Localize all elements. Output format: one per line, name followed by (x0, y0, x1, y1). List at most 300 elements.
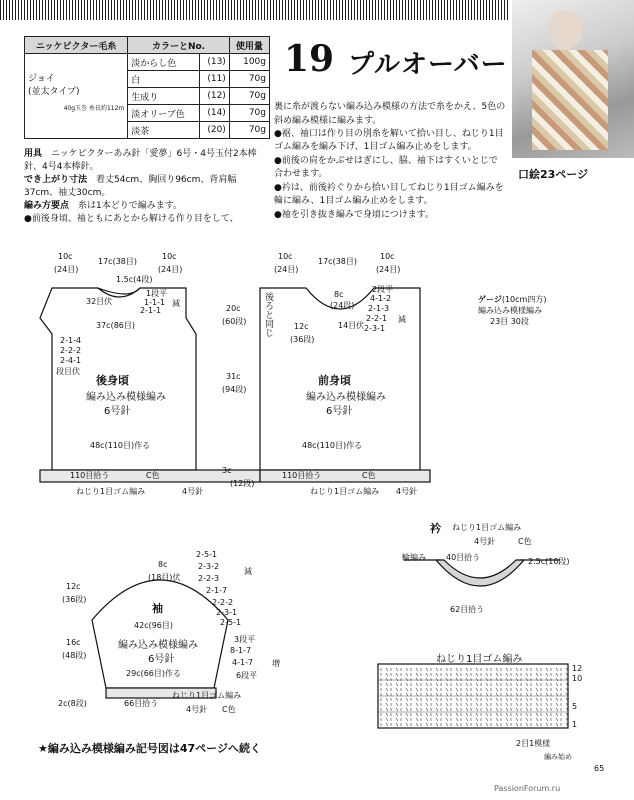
rib-stitch-mark (416, 688, 418, 691)
front-shoulder-left: 10c (278, 252, 293, 261)
rib-stitch-mark (536, 693, 538, 696)
rib-stitch-mark (496, 703, 498, 706)
rib-stitch-mark (396, 673, 398, 676)
rib-stitch-mark (386, 688, 388, 691)
collar-round: 輪編み (402, 553, 426, 562)
front-height-31-rows: (94段) (222, 385, 247, 394)
collar-color: C色 (518, 537, 532, 546)
back-neck-bind: 32目伏 (86, 297, 113, 306)
sleeve-dec5: 2-2-2 (212, 598, 234, 607)
back-shoulder-right: 10c (162, 252, 177, 261)
tools-text: ニッケビクターあみ針「愛夢」6号・4号玉付2本棒針、4号4本棒針。 (24, 149, 257, 172)
rib-stitch-mark (426, 693, 428, 696)
rib-stitch-mark (406, 713, 408, 716)
rib-stitch-mark (506, 693, 508, 696)
rib-stitch-mark (446, 723, 448, 726)
rib-stitch-mark (386, 693, 388, 696)
yarn-note: 40g玉巻 糸長約112m (63, 105, 125, 112)
rib-stitch-mark (476, 698, 478, 701)
rib-stitch-mark (406, 718, 408, 721)
yarn-color: 淡からし色 (128, 54, 199, 71)
yarn-amount: 70g (229, 105, 269, 122)
rib-stitch-mark (516, 723, 518, 726)
rib-stitch-mark (476, 718, 478, 721)
yarn-header-brand: ニッケビクター毛糸 (25, 37, 128, 54)
rib-stitch-mark (556, 678, 558, 681)
rib-stitch-mark (546, 683, 548, 686)
back-neck-depth: 1.5c(4段) (116, 275, 153, 284)
front-height-31: 31c (226, 372, 241, 381)
rib-stitch-mark (536, 713, 538, 716)
rib-chart-start: 編み始め (544, 753, 572, 761)
rib-stitch-mark (386, 668, 388, 671)
rib-stitch-mark (456, 718, 458, 721)
yarn-no: (12) (199, 88, 229, 105)
gauge-unit: (10cm四方) (501, 295, 547, 304)
rib-stitch-mark (446, 668, 448, 671)
back-neck-dec: 1段平 (146, 289, 168, 298)
rib-stitch-mark (546, 718, 548, 721)
size-text: 着丈54cm、胸回り96cm、背肩幅37cm、袖丈30cm。 (24, 175, 237, 198)
yarn-amount: 70g (229, 71, 269, 88)
rib-stitch-mark (516, 673, 518, 676)
rib-stitch-mark (506, 723, 508, 726)
rib-stitch-mark (486, 718, 488, 721)
front-cast: 110目拾う (282, 471, 322, 480)
back-neck-dec4: 減 (172, 299, 180, 308)
rib-stitch-mark (486, 708, 488, 711)
front-back-seam: 後ろと同じ (263, 292, 273, 337)
rib-stitch-mark (536, 673, 538, 676)
rib-stitch-mark (416, 668, 418, 671)
rib-stitch-mark (436, 718, 438, 721)
rib-chart-marks (381, 668, 568, 726)
rib-stitch-mark (536, 708, 538, 711)
rib-stitch-mark (436, 688, 438, 691)
bullet-item: ●衿は、前後衿ぐりから拾い目してねじり1目ゴム編みを輪に編み、1目ゴム編み止めをします。 (274, 183, 504, 206)
rib-stitch-mark (486, 673, 488, 676)
yarn-header-amount: 使用量 (229, 37, 269, 54)
rib-stitch-mark (446, 678, 448, 681)
rib-stitch-mark (516, 693, 518, 696)
sleeve-dec6: 2-3-1 (216, 608, 238, 617)
back-body-needle: 6号針 (104, 406, 131, 417)
rib-stitch-mark (436, 698, 438, 701)
back-arm-dec4: 段目伏 (56, 367, 80, 376)
rib-stitch-mark (556, 688, 558, 691)
rib-stitch-mark (416, 708, 418, 711)
rib-stitch-mark (536, 723, 538, 726)
rib-stitch-mark (456, 668, 458, 671)
rib-stitch-mark (496, 683, 498, 686)
rib-stitch-mark (426, 708, 428, 711)
sleeve-side-16-rows: (48段) (62, 651, 87, 660)
photo-caption: 口絵23ページ (518, 168, 589, 181)
rib-stitch-mark (386, 683, 388, 686)
rib-stitch-mark (456, 683, 458, 686)
rib-stitch-mark (556, 673, 558, 676)
rib-stitch-mark (406, 683, 408, 686)
rib-stitch-mark (496, 713, 498, 716)
rib-stitch-mark (486, 688, 488, 691)
rib-stitch-mark (486, 668, 488, 671)
front-body-needle: 6号針 (326, 406, 353, 417)
sleeve-cuff-needle: 4号針 (186, 705, 208, 714)
front-neck-dec1: 2段平 (372, 285, 394, 294)
yarn-brand: ジョイ (28, 74, 55, 84)
rib-stitch-mark (536, 688, 538, 691)
rib-stitch-mark (466, 673, 468, 676)
rib-stitch-mark (546, 708, 548, 711)
sleeve-inc2: 4-1-7 (232, 658, 254, 667)
rib-stitch-mark (466, 708, 468, 711)
rib-stitch-mark (476, 683, 478, 686)
front-shoulder-left-st: (24目) (274, 265, 299, 274)
rib-stitch-mark (396, 718, 398, 721)
rib-stitch-mark (556, 683, 558, 686)
rib-stitch-mark (506, 703, 508, 706)
gauge-label: ゲージ (478, 295, 502, 304)
rib-stitch-mark (416, 718, 418, 721)
rib-stitch-mark (496, 668, 498, 671)
rib-stitch-mark (446, 718, 448, 721)
rib-stitch-mark (456, 723, 458, 726)
rib-stitch-mark (476, 678, 478, 681)
rib-stitch-mark (546, 678, 548, 681)
rib-stitch-mark (456, 708, 458, 711)
yarn-no: (20) (199, 122, 229, 139)
rib-stitch-mark (386, 673, 388, 676)
rib-stitch-mark (516, 678, 518, 681)
rib-stitch-mark (426, 678, 428, 681)
rib-stitch-mark (506, 708, 508, 711)
rib-stitch-mark (386, 723, 388, 726)
rib-stitch-mark (466, 688, 468, 691)
sleeve-cuff-rib: ねじり1目ゴム編み (172, 691, 242, 700)
rib-stitch-mark (486, 698, 488, 701)
rib-stitch-mark (396, 683, 398, 686)
rib-stitch-mark (426, 713, 428, 716)
collar-band (436, 560, 524, 586)
sleeve-cap-12-rows: (36段) (62, 595, 87, 604)
rib-stitch-mark (396, 678, 398, 681)
back-body-title: 後身頃 (96, 374, 129, 387)
rib-stitch-mark (556, 718, 558, 721)
front-height-20-rows: (60段) (222, 317, 247, 326)
sleeve-cuff-2: 2c(8段) (58, 699, 87, 708)
rib-stitch-mark (436, 723, 438, 726)
rib-stitch-mark (416, 673, 418, 676)
rib-stitch-mark (436, 693, 438, 696)
back-width-48: 48c(110目)作る (90, 441, 151, 450)
front-shoulder-right-st: (24目) (376, 265, 401, 274)
rib-stitch-mark (466, 683, 468, 686)
rib-stitch-mark (506, 683, 508, 686)
rib-stitch-mark (496, 723, 498, 726)
rib-stitch-mark (506, 718, 508, 721)
front-shoulder-right: 10c (380, 252, 395, 261)
yarn-color: 白 (128, 71, 199, 88)
rib-stitch-mark (526, 723, 528, 726)
yarn-no: (13) (199, 54, 229, 71)
gauge-pattern: 編み込み模様編み (478, 306, 542, 315)
yarn-brand-sub: (並太タイプ) (28, 87, 80, 97)
back-body-pattern: 編み込み模様編み (86, 392, 166, 403)
rib-stitch-mark (406, 693, 408, 696)
sleeve-inc-label: 増 (272, 659, 280, 668)
back-rib-needle: 4号針 (182, 487, 204, 496)
back-neck-dec3: 2-1-1 (140, 306, 162, 315)
rib-stitch-mark (476, 668, 478, 671)
rib-stitch-mark (496, 718, 498, 721)
rib-stitch-mark (446, 683, 448, 686)
back-neck-dec2: 1-1-1 (144, 298, 166, 307)
rib-stitch-mark (476, 693, 478, 696)
sleeve-width-29: 29c(66目)作る (126, 669, 181, 678)
sleeve-inc3: 6段平 (236, 671, 258, 680)
front-neck-depth-rows: (24段) (330, 301, 355, 310)
rib-stitch-mark (526, 698, 528, 701)
sleeve-cuff-pick: 66目拾う (124, 699, 159, 708)
rib-stitch-mark (506, 668, 508, 671)
rib-stitch-mark (436, 673, 438, 676)
bullet-item: ●袖を引き抜き編みで身頃につけます。 (274, 210, 434, 220)
collar-title: 衿 (430, 522, 441, 535)
sleeve-inc1: 8-1-7 (230, 646, 252, 655)
rib-stitch-mark (556, 693, 558, 696)
sleeve-cap-12: 12c (66, 582, 81, 591)
back-shoulder-left-st: (24目) (54, 265, 79, 274)
rib-stitch-mark (526, 708, 528, 711)
pattern-number: 19 (284, 38, 335, 80)
rib-stitch-mark (436, 708, 438, 711)
rib-stitch-mark (486, 693, 488, 696)
rib-stitch-mark (476, 673, 478, 676)
rib-stitch-mark (526, 713, 528, 716)
front-left-12-rows: (36段) (290, 335, 315, 344)
yarn-header-color: カラーとNo. (128, 37, 230, 54)
points-text: 糸は1本どりで編みます。 (78, 201, 183, 211)
yarn-amount: 70g (229, 88, 269, 105)
yarn-amount: 100g (229, 54, 269, 71)
rib-stitch-mark (486, 713, 488, 716)
rib-stitch-mark (486, 678, 488, 681)
rib-stitch-mark (456, 678, 458, 681)
rib-stitch-mark (456, 673, 458, 676)
rib-stitch-mark (496, 673, 498, 676)
rib-stitch-mark (546, 693, 548, 696)
rib-chart-row-10: 10 (572, 674, 583, 683)
rib-stitch-mark (426, 688, 428, 691)
rib-stitch-mark (416, 703, 418, 706)
front-body-pattern: 編み込み模様編み (306, 392, 386, 403)
rib-stitch-mark (426, 698, 428, 701)
rib-stitch-mark (456, 688, 458, 691)
front-neck-dec3: 2-1-3 (368, 304, 390, 313)
rib-stitch-mark (396, 713, 398, 716)
back-arm-dec3: 2-4-1 (60, 356, 82, 365)
rib-stitch-mark (416, 693, 418, 696)
rib-stitch-mark (466, 723, 468, 726)
rib-stitch-mark (386, 678, 388, 681)
sleeve-width-42: 42c(96目) (134, 621, 173, 630)
back-arm-dec1: 2-1-4 (60, 336, 82, 345)
rib-stitch-mark (496, 693, 498, 696)
rib-stitch-mark (496, 708, 498, 711)
sleeve-row3: 3段平 (234, 635, 256, 644)
rib-stitch-mark (436, 668, 438, 671)
sleeve-dec2: 2-3-2 (198, 562, 220, 571)
sleeve-dec3: 2-2-3 (198, 574, 220, 583)
rib-stitch-mark (516, 713, 518, 716)
rib-chart-pattern: 2目1模様 (516, 739, 551, 748)
footer-note: ★編み込み模様編み記号図は47ページへ続く (38, 742, 261, 755)
rib-stitch-mark (396, 688, 398, 691)
back-shoulder-right-st: (24目) (158, 265, 183, 274)
rib-stitch-mark (526, 668, 528, 671)
rib-stitch-mark (556, 698, 558, 701)
rib-stitch-mark (556, 703, 558, 706)
rib-stitch-mark (556, 723, 558, 726)
rib-stitch-mark (396, 668, 398, 671)
rib-stitch-mark (386, 713, 388, 716)
rib-stitch-mark (456, 703, 458, 706)
site-watermark: PassionForum.ru (494, 784, 561, 793)
rib-stitch-mark (396, 698, 398, 701)
gauge-values: 23目 30段 (490, 317, 529, 326)
sleeve-dec1: 2-5-1 (196, 550, 218, 559)
rib-stitch-mark (536, 668, 538, 671)
rib-stitch-mark (496, 698, 498, 701)
rib-stitch-mark (486, 683, 488, 686)
rib-stitch-mark (426, 703, 428, 706)
sleeve-top-st: (18目)伏 (148, 573, 181, 582)
back-shoulder-left: 10c (58, 252, 73, 261)
back-rib-label: ねじり1目ゴム編み (76, 487, 146, 496)
yarn-color: 淡茶 (128, 122, 199, 139)
rib-stitch-mark (516, 698, 518, 701)
rib-stitch-mark (456, 698, 458, 701)
yarn-no: (14) (199, 105, 229, 122)
rib-stitch-mark (506, 673, 508, 676)
tools-label: 用具 (24, 149, 43, 159)
bullet-item: ●裾、袖口は作り目の別糸を解いて拾い目し、ねじり1目ゴム編みを編み下げ、1目ゴム編み止めをします。 (274, 129, 504, 152)
rib-chart-row-12: 12 (572, 664, 583, 673)
collar-needle: 4号針 (474, 537, 496, 546)
rib-stitch-mark (526, 688, 528, 691)
front-height-20: 20c (226, 304, 241, 313)
rib-chart-title: ねじり1目ゴム編み (436, 654, 523, 665)
bullet-item: ●前後の肩をかぶせはぎにし、脇、袖下はすくいとじで合わせます。 (274, 156, 498, 179)
rib-stitch-mark (406, 703, 408, 706)
rib-stitch-mark (556, 708, 558, 711)
rib-stitch-mark (406, 698, 408, 701)
front-neck-dec6: 減 (398, 315, 406, 324)
intro-paragraph: 裏に糸が渡らない編み込み模様の方法で糸をかえ、5色の斜め編み模様に編みます。 (274, 102, 506, 126)
rib-stitch-mark (446, 703, 448, 706)
rib-stitch-mark (506, 678, 508, 681)
front-neck-dec5: 2-3-1 (364, 324, 386, 333)
points-label: 編み方要点 (24, 201, 70, 211)
rib-stitch-mark (396, 708, 398, 711)
front-width-48: 48c(110目)作る (302, 441, 363, 450)
rib-stitch-mark (436, 678, 438, 681)
rib-stitch-mark (506, 688, 508, 691)
front-neck-dec2: 4-1-2 (370, 294, 392, 303)
size-label: でき上がり寸法 (24, 175, 88, 185)
back-arm-dec2: 2-2-2 (60, 346, 82, 355)
rib-stitch-mark (536, 683, 538, 686)
rib-stitch-mark (466, 718, 468, 721)
rib-stitch-mark (466, 703, 468, 706)
rib-stitch-mark (536, 678, 538, 681)
front-neck-dec4: 2-2-1 (366, 314, 388, 323)
rib-stitch-mark (536, 718, 538, 721)
front-rib-3-rows: (12段) (230, 479, 255, 488)
yarn-amount: 70g (229, 122, 269, 139)
sleeve-cuff-color: C色 (222, 705, 236, 714)
rib-stitch-mark (526, 683, 528, 686)
rib-stitch-mark (546, 703, 548, 706)
page-number: 65 (594, 764, 605, 773)
rib-chart-row-5: 5 (572, 702, 578, 711)
front-rib-3: 3c (222, 466, 232, 475)
rib-stitch-mark (386, 708, 388, 711)
rib-stitch-mark (476, 723, 478, 726)
rib-stitch-mark (406, 708, 408, 711)
points-text-2: ●前後身頃、袖ともにあとから解ける作り目をして、 (24, 214, 239, 224)
collar-pick-top: 40目拾う (446, 553, 481, 562)
rib-stitch-mark (406, 723, 408, 726)
rib-stitch-mark (456, 713, 458, 716)
rib-stitch-mark (416, 683, 418, 686)
rib-stitch-mark (416, 723, 418, 726)
rib-stitch-mark (546, 698, 548, 701)
front-neck-depth: 8c (334, 290, 344, 299)
rib-stitch-mark (456, 693, 458, 696)
rib-stitch-mark (416, 713, 418, 716)
rib-stitch-mark (386, 698, 388, 701)
rib-stitch-mark (516, 703, 518, 706)
yarn-color: 淡オリーブ色 (128, 105, 199, 122)
rib-stitch-mark (516, 688, 518, 691)
collar-rib: ねじり1目ゴム編み (452, 523, 522, 532)
rib-stitch-mark (546, 668, 548, 671)
yarn-no: (11) (199, 71, 229, 88)
front-left-12: 12c (294, 322, 309, 331)
rib-stitch-mark (436, 703, 438, 706)
rib-stitch-mark (406, 673, 408, 676)
rib-stitch-mark (446, 713, 448, 716)
rib-stitch-mark (556, 713, 558, 716)
front-body-title: 前身頃 (318, 374, 351, 387)
rib-stitch-mark (426, 668, 428, 671)
rib-stitch-mark (516, 718, 518, 721)
sleeve-side-16: 16c (66, 638, 81, 647)
back-width-37: 37c(86目) (96, 321, 135, 330)
rib-stitch-mark (546, 673, 548, 676)
rib-stitch-mark (416, 698, 418, 701)
rib-stitch-mark (526, 703, 528, 706)
rib-stitch-mark (426, 673, 428, 676)
rib-stitch-mark (396, 703, 398, 706)
yarn-color: 生成り (128, 88, 199, 105)
rib-stitch-mark (516, 668, 518, 671)
rib-chart-row-1: 1 (572, 720, 578, 729)
rib-stitch-mark (466, 693, 468, 696)
front-neck-bind: 14目伏 (338, 321, 365, 330)
front-neck-width: 17c(38目) (318, 257, 357, 266)
